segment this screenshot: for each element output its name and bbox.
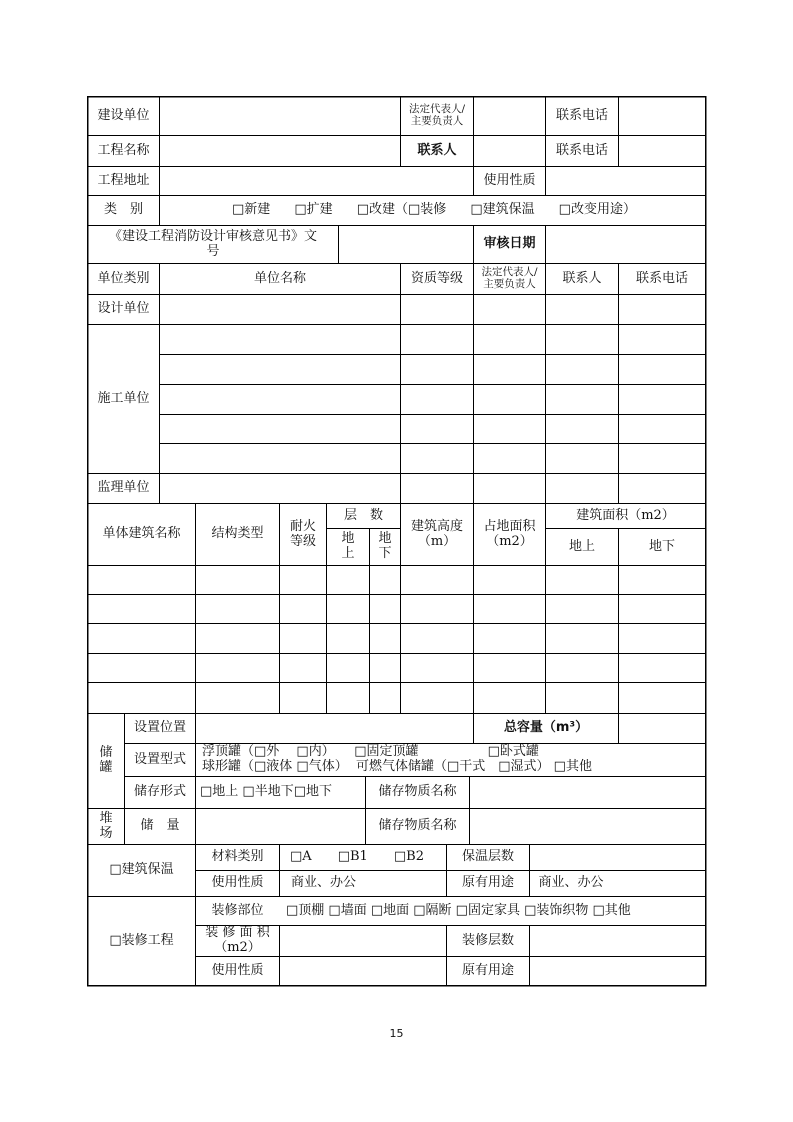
- tank-form-line-2: 球形罐（□液体 □气体） 可燃气体储罐（□干式 □湿式） □其他: [202, 759, 592, 774]
- label-storage-form: 储存形式: [133, 784, 186, 800]
- label-legal-representative: 法定代表人/ 主要负责人: [408, 103, 466, 127]
- value-insulation-use[interactable]: 商业、办公: [290, 875, 356, 891]
- label-supervision-unit: 监理单位: [97, 480, 150, 496]
- checkbox-expansion[interactable]: □扩建: [294, 202, 333, 218]
- input-tank-position[interactable]: [196, 714, 473, 743]
- decoration-parts-options[interactable]: □顶棚 □墙面 □地面 □隔断 □固定家具 □装饰织物 □其他: [286, 902, 631, 918]
- input-decoration-area[interactable]: [280, 926, 446, 956]
- label-tank-position: 设置位置: [133, 720, 186, 736]
- input-insulation-layers[interactable]: [530, 845, 705, 870]
- input-decoration-original-use[interactable]: [530, 957, 705, 985]
- header-floors: 层 数: [343, 507, 383, 523]
- checkbox-insulation[interactable]: □建筑保温: [470, 202, 535, 218]
- header-land-area: 占地面积 （m2）: [483, 518, 536, 549]
- value-insulation-original-use[interactable]: 商业、办公: [538, 875, 604, 891]
- material-type-options: [282, 845, 432, 870]
- label-decoration-layers: 装修层数: [461, 932, 514, 948]
- input-phone-2[interactable]: [619, 136, 705, 166]
- checkbox-material-b2[interactable]: □B2: [393, 849, 424, 865]
- label-category: 类 别: [103, 202, 143, 218]
- checkbox-change-use[interactable]: □改变用途）: [558, 202, 636, 218]
- checkbox-new-build[interactable]: □新建: [232, 202, 271, 218]
- label-decoration-parts: 装修部位: [211, 902, 264, 918]
- input-total-capacity[interactable]: [619, 714, 705, 743]
- checkbox-material-a[interactable]: □A: [290, 849, 312, 865]
- label-design-unit: 设计单位: [97, 301, 150, 317]
- label-phone-1: 联系电话: [555, 107, 608, 123]
- label-decoration-use: 使用性质: [211, 962, 264, 978]
- label-insulation-use: 使用性质: [211, 875, 264, 891]
- label-review-doc-number: 《建设工程消防设计审核意见书》文 号: [108, 228, 317, 259]
- header-qualification: 资质等级: [410, 270, 463, 286]
- label-project-name: 工程名称: [97, 142, 150, 158]
- tank-form-line-1: 浮顶罐（□外 □内） □固定顶罐 □卧式罐: [202, 744, 539, 760]
- checkbox-rebuild[interactable]: □改建（□装修: [356, 202, 447, 218]
- label-insulation-layers: 保温层数: [461, 849, 514, 865]
- header-unit-type: 单位类别: [97, 270, 150, 286]
- input-review-doc-number[interactable]: [339, 226, 473, 263]
- category-options: [224, 196, 644, 225]
- checkbox-material-b1[interactable]: □B1: [337, 849, 368, 865]
- header-contact: 联系人: [562, 270, 602, 286]
- header-phone: 联系电话: [635, 270, 688, 286]
- label-tank-material: 储存物质名称: [378, 784, 457, 800]
- input-construction-unit[interactable]: [160, 97, 400, 135]
- label-construction-company: 施工单位: [97, 390, 150, 406]
- input-phone-1[interactable]: [619, 97, 705, 135]
- header-floors-above: 地 上: [341, 531, 355, 561]
- header-building-name: 单体建筑名称: [102, 526, 181, 542]
- input-yard-material[interactable]: [470, 809, 705, 844]
- label-tank: 储 罐: [99, 745, 113, 775]
- storage-form-options[interactable]: □地上 □半地下□地下: [200, 784, 332, 800]
- input-project-address[interactable]: [160, 167, 473, 195]
- header-fire-rating: 耐火 等级: [289, 518, 316, 549]
- input-decoration-use[interactable]: [280, 957, 446, 985]
- label-total-capacity: 总容量（m³）: [503, 720, 589, 736]
- label-review-date: 审核日期: [483, 236, 536, 252]
- checkbox-decoration-project[interactable]: □装修工程: [109, 932, 174, 948]
- label-decoration-original-use: 原有用途: [461, 962, 514, 978]
- label-contact: 联系人: [417, 142, 457, 158]
- label-yard-amount: 储 量: [140, 818, 180, 834]
- input-contact[interactable]: [474, 136, 545, 166]
- header-area-above: 地上: [568, 538, 595, 554]
- label-phone-2: 联系电话: [555, 142, 608, 158]
- input-project-name[interactable]: [160, 136, 400, 166]
- input-legal-representative[interactable]: [474, 97, 545, 135]
- header-building-area: 建筑面积（m2）: [576, 507, 675, 523]
- label-insulation-original-use: 原有用途: [461, 875, 514, 891]
- tank-form-options[interactable]: [196, 744, 705, 776]
- label-use-nature: 使用性质: [483, 172, 536, 188]
- label-tank-form: 设置型式: [133, 751, 186, 767]
- input-yard-amount[interactable]: [196, 809, 365, 844]
- label-yard: 堆 场: [99, 810, 113, 841]
- label-project-address: 工程地址: [97, 172, 150, 188]
- label-decoration-area: 装 修 面 积 （m2）: [205, 925, 270, 955]
- input-decoration-layers[interactable]: [530, 926, 705, 956]
- header-legal-representative: 法定代表人/ 主要负责人: [481, 266, 538, 290]
- header-structure-type: 结构类型: [211, 526, 264, 542]
- checkbox-building-insulation[interactable]: □建筑保温: [109, 862, 174, 878]
- input-review-date[interactable]: [546, 226, 705, 263]
- input-use-nature[interactable]: [546, 167, 705, 195]
- header-building-height: 建筑高度 （m）: [410, 518, 463, 549]
- header-unit-name: 单位名称: [253, 270, 306, 286]
- header-area-below: 地下: [648, 538, 675, 554]
- page-number: 15: [389, 1027, 404, 1040]
- label-construction-unit: 建设单位: [97, 107, 150, 123]
- header-floors-below: 地 下: [378, 531, 392, 561]
- input-tank-material[interactable]: [470, 777, 705, 808]
- label-material-type: 材料类别: [211, 849, 264, 865]
- label-yard-material: 储存物质名称: [378, 818, 457, 834]
